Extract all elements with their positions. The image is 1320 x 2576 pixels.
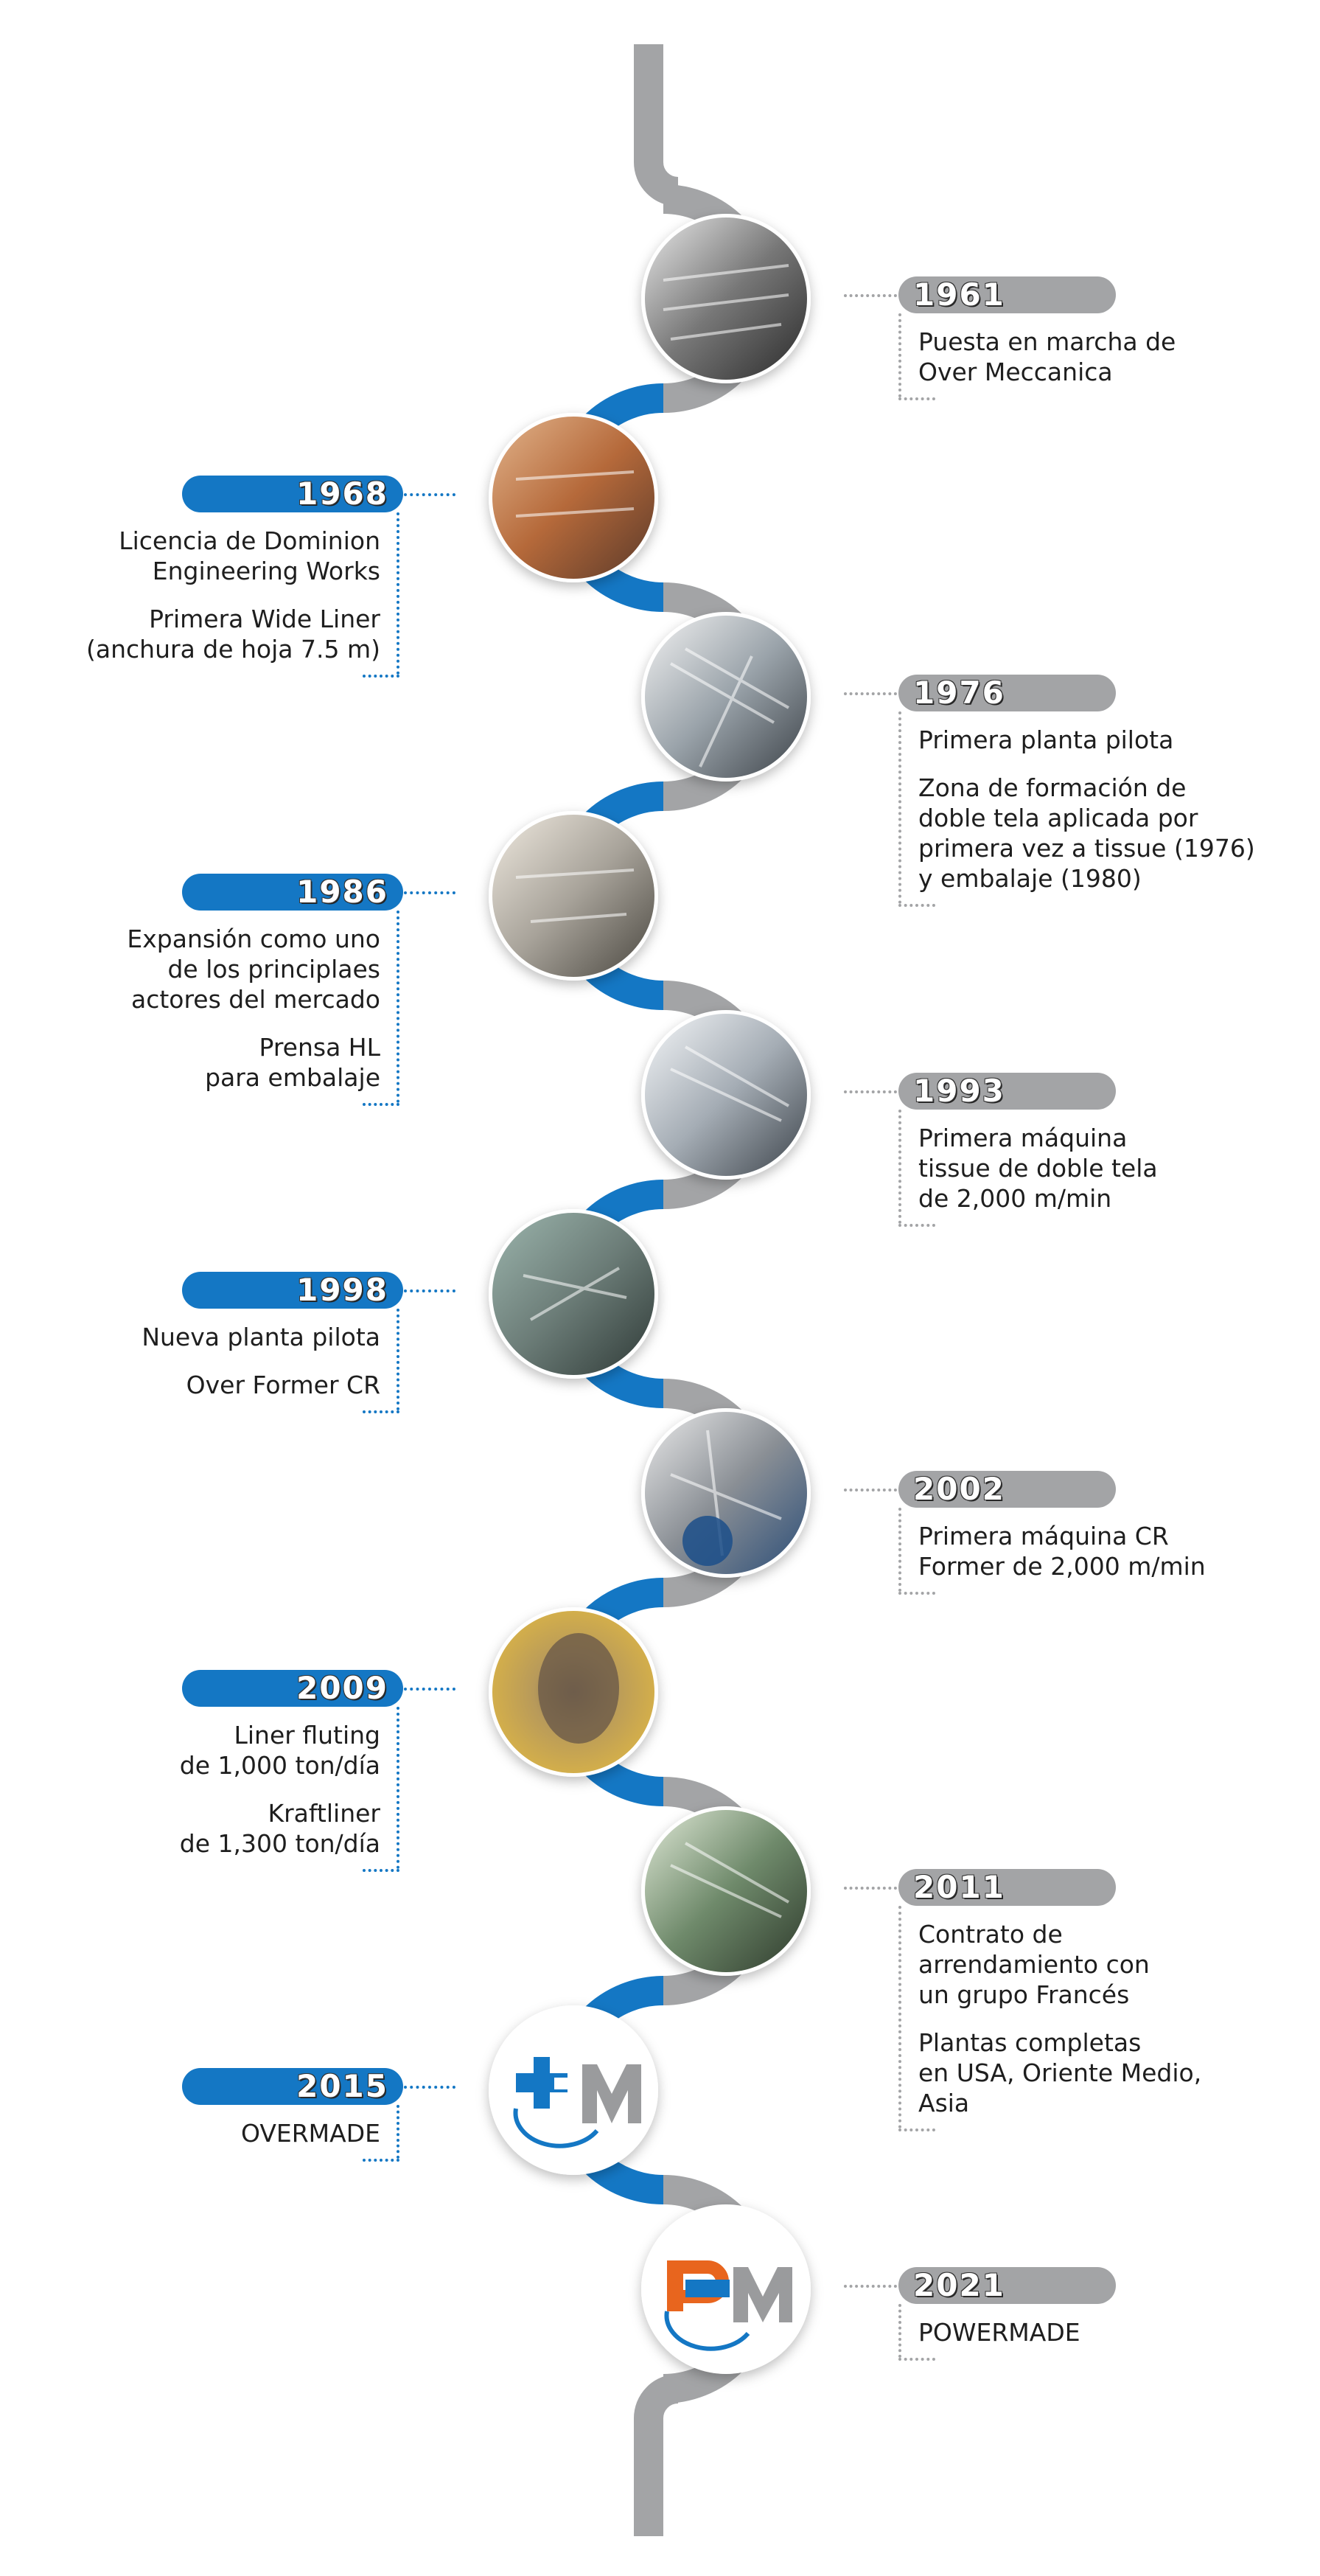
milestone-description-2021: [918, 2317, 1316, 2365]
description-rule: [898, 313, 901, 397]
description-paragraph: Primera planta pilota: [918, 725, 1174, 754]
description-paragraph: Plantas completas en USA, Oriente Medio, Asia: [918, 2028, 1202, 2117]
description-rule-end: [898, 904, 935, 907]
milestone-description-2011: [918, 1919, 1316, 2136]
description-rule-end: [363, 675, 399, 678]
milestone-description-2002: [918, 1521, 1316, 1599]
description-paragraph: Primera máquina CR Former de 2,000 m/min: [918, 1522, 1206, 1581]
description-paragraph: Kraftliner de 1,300 ton/día: [179, 1799, 380, 1858]
description-rule-end: [898, 1592, 935, 1595]
milestone-description-1998: [0, 1322, 380, 1418]
milestone-description-2009: [0, 1720, 380, 1876]
description-paragraph: OVERMADE: [240, 2119, 380, 2148]
description-paragraph: Prensa HL para embalaje: [205, 1033, 380, 1092]
photo-1961: [645, 217, 807, 380]
description-rule-end: [898, 2358, 935, 2361]
description-rule-end: [363, 1410, 399, 1413]
description-rule-end: [363, 2159, 399, 2162]
year-badge-1961: 1961: [898, 276, 1116, 313]
description-rule: [898, 711, 901, 904]
connector-dots: [844, 294, 897, 297]
year-badge-2002: 2002: [898, 1471, 1116, 1508]
milestone-description-1968: [0, 526, 380, 682]
description-rule-end: [898, 397, 935, 400]
year-badge-2009: 2009: [182, 1670, 403, 1707]
year-badge-1968: 1968: [182, 476, 403, 512]
description-rule-end: [363, 1103, 399, 1106]
year-badge-1986: 1986: [182, 874, 403, 911]
milestone-description-1976: [918, 725, 1316, 911]
description-rule: [898, 1906, 901, 2128]
photo-1968: [492, 417, 654, 579]
photo-1986: [492, 815, 654, 977]
description-paragraph: POWERMADE: [918, 2318, 1080, 2347]
description-rule-end: [898, 2128, 935, 2131]
year-badge-2015: 2015: [182, 2068, 403, 2105]
milestone-description-2015: [0, 2118, 380, 2166]
description-rule: [898, 1508, 901, 1592]
milestone-description-1993: [918, 1123, 1316, 1231]
description-rule: [898, 2304, 901, 2358]
description-paragraph: Liner fluting de 1,000 ton/día: [179, 1721, 380, 1780]
connector-dots: [404, 891, 455, 894]
description-paragraph: Licencia de Dominion Engineering Works: [119, 526, 380, 585]
description-paragraph: Expansión como uno de los principlaes actores del mercado: [127, 925, 380, 1014]
connector-dots: [844, 1887, 897, 1890]
year-badge-1998: 1998: [182, 1272, 403, 1309]
year-badge-2011: 2011: [898, 1869, 1116, 1906]
description-rule: [397, 2105, 399, 2159]
connector-dots: [404, 1289, 455, 1292]
description-paragraph: Primera Wide Liner (anchura de hoja 7.5 m): [86, 605, 380, 664]
description-rule: [898, 1110, 901, 1224]
connector-dots: [844, 692, 897, 695]
connector-dots: [404, 1688, 455, 1691]
description-paragraph: Puesta en marcha de Over Meccanica: [918, 327, 1176, 386]
year-badge-1976: 1976: [898, 675, 1116, 711]
description-rule: [397, 1707, 399, 1869]
milestone-description-1986: [0, 924, 380, 1110]
description-paragraph: Zona de formación de doble tela aplicada por primera vez a tissue (1976) y embalaje (1980): [918, 773, 1255, 893]
milestone-description-1961: [918, 327, 1316, 405]
description-paragraph: Contrato de arrendamiento con un grupo Francés: [918, 1920, 1150, 2009]
description-rule: [397, 512, 399, 675]
connector-dots: [404, 493, 455, 496]
connector-dots: [844, 2285, 897, 2288]
description-rule: [397, 911, 399, 1103]
connector-dots: [404, 2086, 455, 2089]
description-rule-end: [898, 1224, 935, 1227]
description-rule-end: [363, 1869, 399, 1872]
description-paragraph: Over Former CR: [186, 1371, 380, 1399]
description-paragraph: Nueva planta pilota: [142, 1323, 380, 1351]
description-rule: [397, 1309, 399, 1410]
year-badge-1993: 1993: [898, 1073, 1116, 1110]
year-badge-2021: 2021: [898, 2267, 1116, 2304]
connector-dots: [844, 1090, 897, 1093]
connector-dots: [844, 1489, 897, 1491]
description-paragraph: Primera máquina tissue de doble tela de 2,000 m/min: [918, 1124, 1158, 1213]
